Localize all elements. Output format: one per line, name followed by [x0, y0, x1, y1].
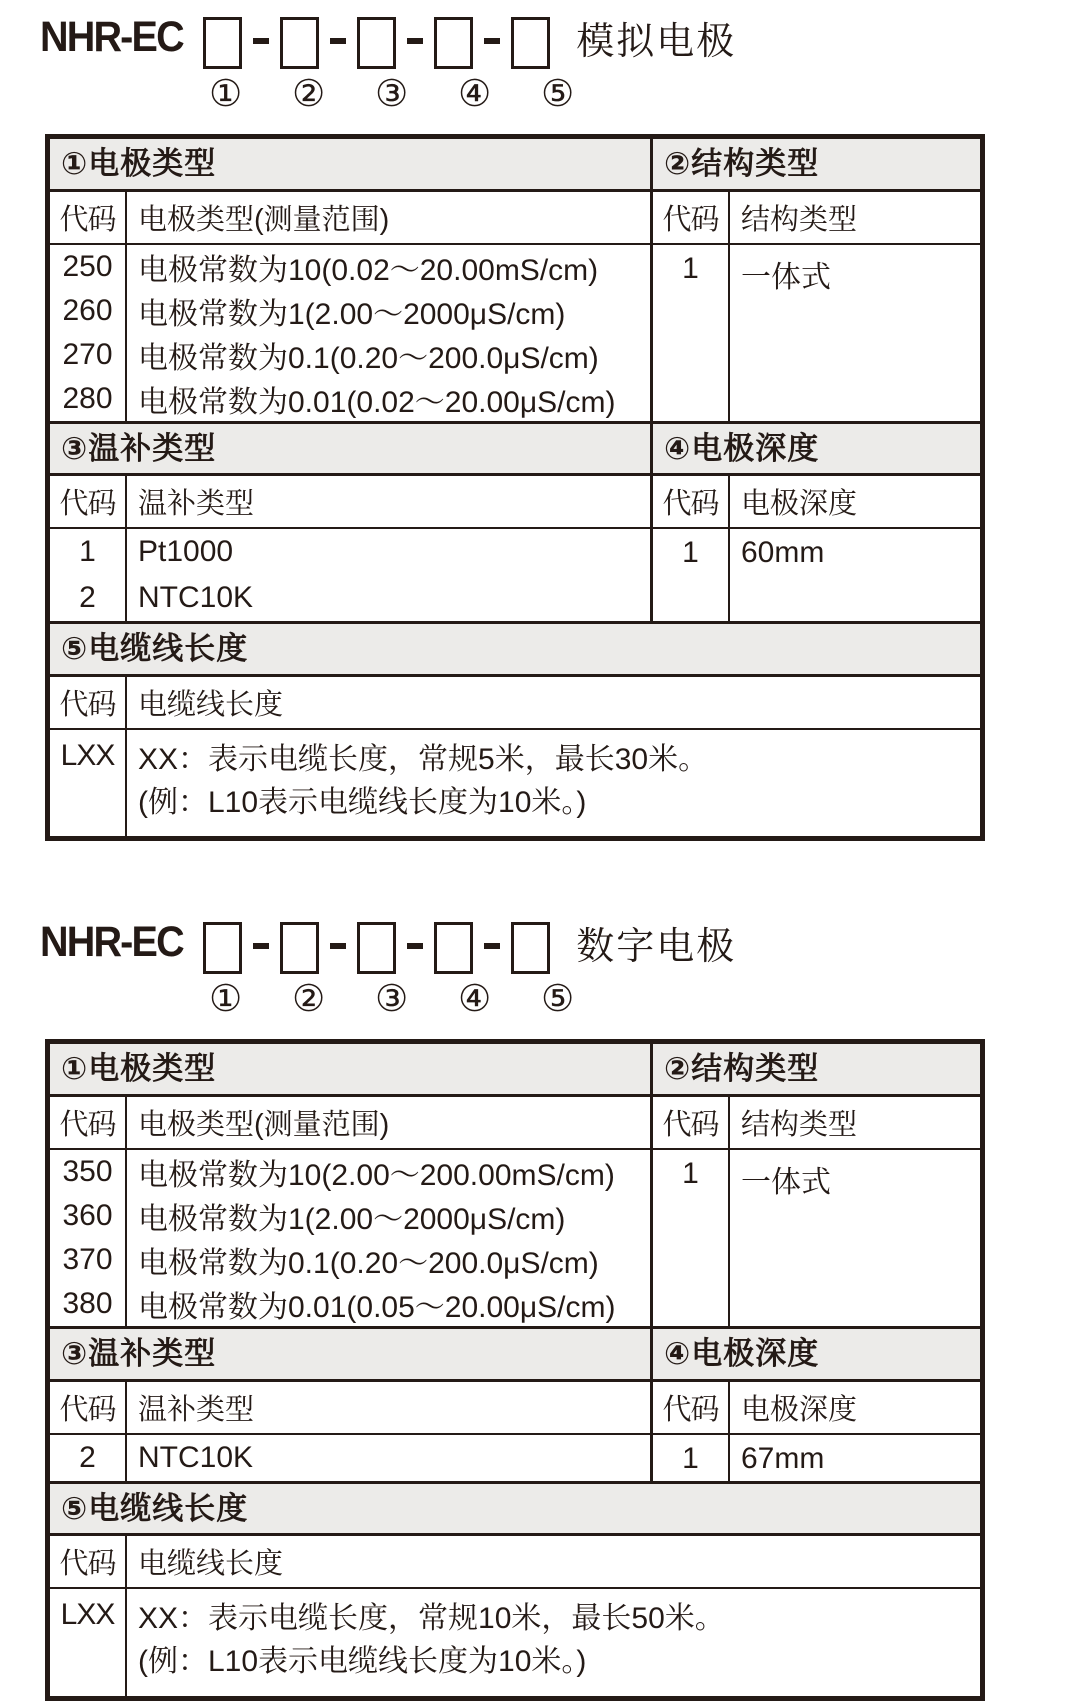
code-cell: LXX [50, 1589, 127, 1695]
position-marker-4: ④ [458, 73, 492, 114]
dash-separator [484, 38, 500, 44]
column-header-row [50, 1097, 650, 1150]
dash-separator [407, 943, 423, 949]
desc-cell: 电极常数为1(2.00～2000μS/cm) [138, 1202, 566, 1236]
desc-header-cell: 结构类型 [741, 1108, 858, 1141]
code-cell: 280 [50, 377, 127, 421]
desc-header-cell: 电缆线长度 [138, 688, 284, 721]
section-electrode-type [50, 1044, 653, 1326]
table-row [50, 575, 650, 621]
column-header-row [653, 1097, 980, 1150]
section-body [653, 529, 980, 621]
column-header-row [653, 192, 980, 245]
section-title: ④电极深度 [653, 424, 980, 477]
table-row [653, 1435, 980, 1481]
table-row [50, 289, 650, 333]
model-code-box-4 [434, 922, 473, 974]
section-title: ⑤电缆线长度 [50, 1484, 980, 1537]
code-header-cell: 代码 [50, 192, 127, 243]
desc-cell: NTC10K [138, 1440, 254, 1474]
section-title: ①电极类型 [50, 139, 650, 192]
section-body [50, 529, 650, 621]
code-header-cell: 代码 [50, 1097, 127, 1148]
code-header-cell: 代码 [50, 1536, 127, 1587]
section-title: ②结构类型 [653, 1044, 980, 1097]
desc-cell: 电极常数为0.01(0.05～20.00μS/cm) [138, 1290, 616, 1324]
desc-header-cell: 电缆线长度 [138, 1548, 284, 1581]
code-cell: LXX [50, 730, 127, 836]
position-marker-3: ③ [375, 978, 409, 1020]
section-temp-compensation [50, 1329, 653, 1481]
section-title: ③温补类型 [50, 1329, 650, 1382]
table-row [50, 1194, 650, 1238]
section-cable-length [50, 1484, 980, 1696]
section-group-5 [50, 621, 980, 836]
desc-cell: 电极常数为10(2.00～200.00mS/cm) [138, 1158, 615, 1192]
section-body [653, 1435, 980, 1481]
section-group-3-4 [50, 421, 980, 622]
desc-cell: 一体式 [741, 260, 831, 294]
code-cell: 370 [50, 1238, 127, 1282]
section-body [50, 245, 650, 421]
digital-spec-table [45, 1039, 985, 1700]
position-marker-1: ① [209, 978, 243, 1020]
code-cell: 260 [50, 289, 127, 333]
desc-cell: 电极常数为0.1(0.20～200.0μS/cm) [138, 341, 599, 375]
code-cell: 2 [50, 1435, 127, 1481]
desc-cell: 电极常数为0.1(0.20～200.0μS/cm) [138, 1246, 599, 1280]
code-cell: 1 [653, 1150, 730, 1326]
digital-position-markers [40, 974, 1080, 1023]
code-cell: 1 [50, 529, 127, 575]
desc-header-cell: 温补类型 [138, 1393, 255, 1426]
code-cell: 2 [50, 575, 127, 621]
code-cell: 1 [653, 245, 730, 421]
position-marker-5: ⑤ [541, 73, 575, 114]
position-marker-4: ④ [458, 978, 492, 1020]
section-body [653, 1150, 980, 1326]
desc-cell: 电极常数为10(0.02～20.00mS/cm) [138, 253, 599, 287]
table-row [50, 1282, 650, 1326]
column-header-row [50, 476, 650, 529]
position-marker-3: ③ [375, 73, 409, 114]
dash-separator [330, 943, 346, 949]
code-header-cell: 代码 [653, 1097, 730, 1148]
code-cell: 1 [653, 529, 730, 621]
model-code-box-2 [280, 922, 319, 974]
model-code-box-5 [511, 17, 550, 69]
section-electrode-depth [653, 1329, 980, 1481]
table-row [50, 1238, 650, 1282]
dash-separator [253, 38, 269, 44]
column-header-row [653, 1382, 980, 1435]
desc-cell: 67mm [741, 1441, 825, 1475]
digital-electrode-block [0, 841, 1080, 1700]
position-marker-1: ① [209, 73, 243, 114]
section-group-3-4 [50, 1326, 980, 1481]
desc-cell: NTC10K [138, 581, 254, 615]
table-row [653, 529, 980, 621]
code-cell: 1 [653, 1435, 730, 1481]
section-temp-compensation [50, 424, 653, 622]
desc-header-cell: 结构类型 [741, 203, 858, 236]
code-cell: 360 [50, 1194, 127, 1238]
table-row [50, 377, 650, 421]
desc-cell: 60mm [741, 536, 825, 570]
column-header-row [50, 677, 980, 730]
section-title: ④电极深度 [653, 1329, 980, 1382]
table-row [50, 1589, 980, 1695]
model-code-box-2 [280, 17, 319, 69]
section-body [653, 245, 980, 421]
table-row [50, 333, 650, 377]
analog-electrode-block [0, 0, 1080, 841]
desc-header-cell: 电极深度 [741, 1393, 858, 1426]
section-group-1-2 [50, 139, 980, 421]
code-header-cell: 代码 [653, 192, 730, 243]
model-type-label: 数字电极 [576, 926, 737, 969]
desc-cell: 一体式 [741, 1165, 831, 1199]
dash-separator [253, 943, 269, 949]
model-code-box-3 [357, 922, 396, 974]
code-header-cell: 代码 [653, 1382, 730, 1433]
model-prefix: NHR-EC [40, 13, 183, 61]
code-cell: 350 [50, 1150, 127, 1194]
section-electrode-depth [653, 424, 980, 622]
model-code-box-1 [203, 17, 242, 69]
code-cell: 380 [50, 1282, 127, 1326]
section-body [50, 1435, 650, 1481]
desc-cell: Pt1000 [138, 535, 234, 569]
desc-header-cell: 温补类型 [138, 488, 255, 521]
dash-separator [330, 38, 346, 44]
desc-header-cell: 电极类型(测量范围) [138, 203, 390, 236]
position-marker-2: ② [292, 978, 326, 1020]
section-title: ⑤电缆线长度 [50, 624, 980, 677]
desc-cell: 电极常数为1(2.00～2000μS/cm) [138, 297, 566, 331]
model-code-box-4 [434, 17, 473, 69]
analog-spec-table [45, 134, 985, 841]
column-header-row [653, 476, 980, 529]
section-title: ③温补类型 [50, 424, 650, 477]
section-group-1-2 [50, 1044, 980, 1326]
note-line-1: XX：表示电缆长度，常规10米，最长50米。 [138, 1602, 725, 1636]
table-row [50, 529, 650, 575]
desc-header-cell: 电极类型(测量范围) [138, 1108, 390, 1141]
table-row [50, 1150, 650, 1194]
table-row [653, 1150, 980, 1326]
section-group-5 [50, 1481, 980, 1696]
note-line-2: (例：L10表示电缆线长度为10米。) [138, 1645, 587, 1679]
analog-position-markers [40, 69, 1080, 118]
position-marker-5: ⑤ [541, 978, 575, 1020]
section-body [50, 1150, 650, 1326]
model-code-box-3 [357, 17, 396, 69]
section-structure-type [653, 139, 980, 421]
code-cell: 270 [50, 333, 127, 377]
cable-length-note [127, 730, 980, 836]
model-prefix: NHR-EC [40, 918, 183, 967]
column-header-row [50, 1382, 650, 1435]
table-row [50, 245, 650, 289]
section-cable-length [50, 624, 980, 836]
code-header-cell: 代码 [653, 476, 730, 527]
code-header-cell: 代码 [50, 476, 127, 527]
section-structure-type [653, 1044, 980, 1326]
code-header-cell: 代码 [50, 677, 127, 728]
table-row [50, 1435, 650, 1481]
digital-model-code-line [40, 915, 1080, 970]
code-header-cell: 代码 [50, 1382, 127, 1433]
position-marker-2: ② [292, 73, 326, 114]
analog-model-code-line [40, 10, 1080, 65]
column-header-row [50, 192, 650, 245]
dash-separator [484, 943, 500, 949]
desc-cell: 电极常数为0.01(0.02～20.00μS/cm) [138, 385, 616, 419]
table-row [653, 245, 980, 421]
column-header-row [50, 1536, 980, 1589]
note-line-2: (例：L10表示电缆线长度为10米。) [138, 786, 587, 820]
section-title: ①电极类型 [50, 1044, 650, 1097]
note-line-1: XX：表示电缆长度，常规5米，最长30米。 [138, 742, 709, 776]
model-code-box-1 [203, 922, 242, 974]
section-electrode-type [50, 139, 653, 421]
desc-header-cell: 电极深度 [741, 488, 858, 521]
cable-length-note [127, 1589, 980, 1695]
table-row [50, 730, 980, 836]
model-type-label: 模拟电极 [576, 21, 737, 63]
dash-separator [407, 38, 423, 44]
code-cell: 250 [50, 245, 127, 289]
section-title: ②结构类型 [653, 139, 980, 192]
model-code-box-5 [511, 922, 550, 974]
